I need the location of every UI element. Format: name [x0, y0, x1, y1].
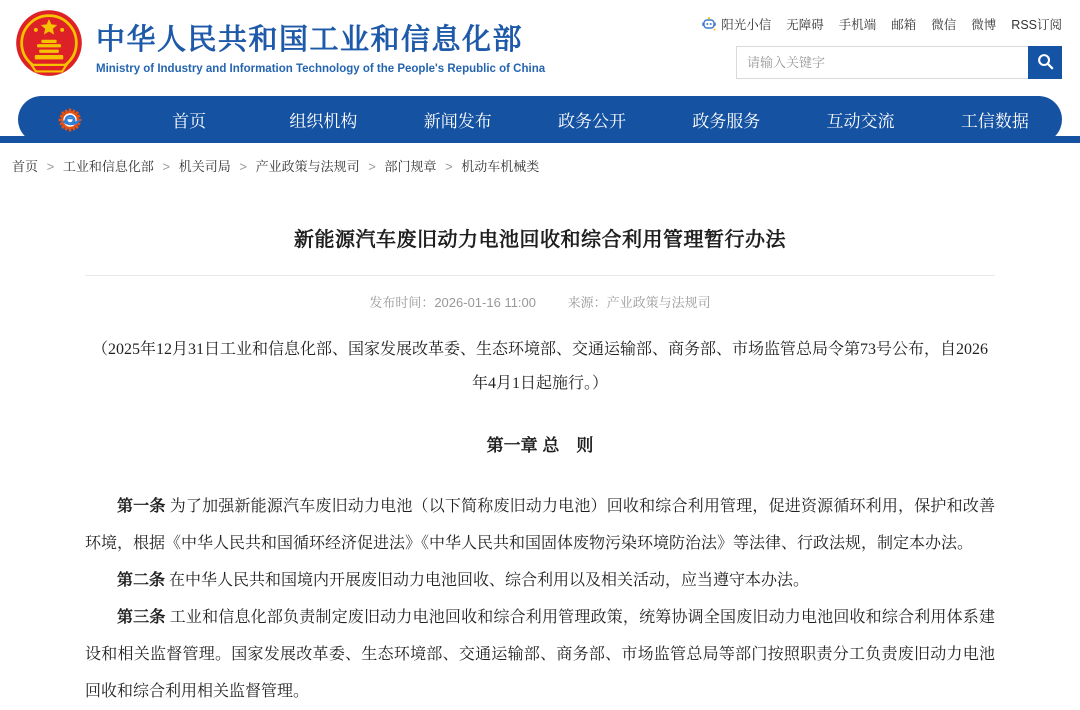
miit-gear-logo-icon: [18, 107, 122, 133]
breadcrumb-item-policy-law-dept[interactable]: 产业政策与法规司: [255, 159, 360, 174]
search-button[interactable]: [1028, 46, 1062, 79]
law-paragraph-1: [85, 488, 995, 562]
law-paragraph-2: [85, 562, 995, 599]
article-source: 来源：产业政策与法规司: [567, 295, 711, 310]
national-emblem-icon: [14, 8, 84, 78]
site-title: 中华人民共和国工业和信息化部: [96, 24, 524, 56]
site-subtitle: Ministry of Industry and Information Technology of the People's Republic of China: [96, 63, 546, 75]
nav-bar: [18, 96, 1062, 143]
top-link-wechat[interactable]: [931, 15, 956, 33]
main-nav: [0, 96, 1080, 143]
article: [85, 223, 995, 710]
breadcrumb-item-miit[interactable]: 工业和信息化部: [62, 159, 154, 174]
search-bar: [736, 46, 1062, 79]
search-input[interactable]: [736, 46, 1028, 79]
nav-item-interaction[interactable]: 互动交流: [826, 112, 895, 131]
breadcrumb-item-department-rules[interactable]: 部门规章: [384, 159, 437, 174]
title-divider: [85, 275, 995, 276]
nav-item-miit-data[interactable]: 工信数据: [960, 112, 1029, 131]
decree-note: （2025年12月31日工业和信息化部、国家发展改革委、生态环境部、交通运输部、商务部、市场监管总局令第73号公布，自2026年4月1日起施行。）: [91, 341, 988, 392]
law-text-1: 为了加强新能源汽车废旧动力电池（以下简称废旧动力电池）回收和综合利用管理，促进资源循环利用，保护和改善环境，根据《中华人民共和国循环经济促进法》《中华人民共和国固体废物污染环境防治法》等法律、行政法规，制定本办法。: [85, 498, 995, 552]
breadcrumb-item-vehicle-machinery[interactable]: 机动车机械类: [461, 159, 540, 174]
site-header: [0, 0, 1080, 96]
law-term-1: 第一条: [117, 498, 166, 515]
article-meta: [85, 292, 995, 311]
top-link-label: 邮箱: [891, 18, 917, 32]
breadcrumb-separator: >: [46, 159, 55, 174]
top-link-accessibility[interactable]: [786, 15, 824, 33]
law-text-2: 在中华人民共和国境内开展废旧动力电池回收、综合利用以及相关活动，应当遵守本办法。: [165, 572, 810, 589]
robot-assistant-icon: [701, 16, 717, 32]
top-links: [701, 13, 1062, 35]
top-link-label: 微博: [971, 18, 997, 32]
top-link-label: 微信: [931, 18, 957, 32]
top-link-label: 阳光小信: [721, 18, 772, 32]
top-link-mail[interactable]: [891, 15, 916, 33]
top-link-label: 无障碍: [786, 18, 824, 32]
breadcrumb-separator: >: [162, 159, 171, 174]
top-link-rss[interactable]: [1011, 15, 1062, 33]
nav-item-home[interactable]: 首页: [172, 112, 207, 131]
law-text-3: 工业和信息化部负责制定废旧动力电池回收和综合利用管理政策，统筹协调全国废旧动力电池回收和综合利用体系建设和相关监督管理。国家发展改革委、生态环境部、交通运输部、商务部、市场监管总局等部门按照职责分工负责废旧动力电池回收和综合利用相关监督管理。: [85, 609, 995, 700]
header-right: [701, 8, 1062, 96]
law-term-3: 第三条: [117, 609, 166, 626]
article-title: 新能源汽车废旧动力电池回收和综合利用管理暂行办法: [294, 229, 786, 251]
search-icon: [1036, 52, 1055, 74]
site-brand: [14, 8, 545, 96]
top-link-mobile[interactable]: [839, 15, 877, 33]
top-link-assistant[interactable]: [701, 15, 771, 33]
nav-item-news[interactable]: 新闻发布: [423, 112, 492, 131]
chapter-heading: 第一章 总 则: [486, 436, 594, 455]
publish-time: 发布时间：2026-01-16 11:00: [369, 295, 537, 310]
breadcrumb-separator: >: [239, 159, 247, 174]
breadcrumb-separator: >: [368, 159, 376, 174]
article-body: [85, 333, 995, 710]
law-term-2: 第二条: [117, 572, 166, 589]
breadcrumb-separator: >: [445, 159, 453, 174]
top-link-weibo[interactable]: [971, 15, 996, 33]
breadcrumb-item-departments[interactable]: 机关司局: [178, 159, 231, 174]
nav-item-organization[interactable]: 组织机构: [289, 112, 358, 131]
breadcrumb: [0, 143, 1080, 175]
nav-item-gov-disclosure[interactable]: 政务公开: [557, 112, 626, 131]
top-link-label: 手机端: [838, 18, 877, 32]
law-paragraph-3: [85, 599, 995, 710]
top-link-label: RSS订阅: [1011, 18, 1062, 32]
brand-text: [84, 8, 545, 75]
breadcrumb-item-home[interactable]: 首页: [12, 159, 39, 174]
nav-item-gov-services[interactable]: 政务服务: [692, 112, 761, 131]
